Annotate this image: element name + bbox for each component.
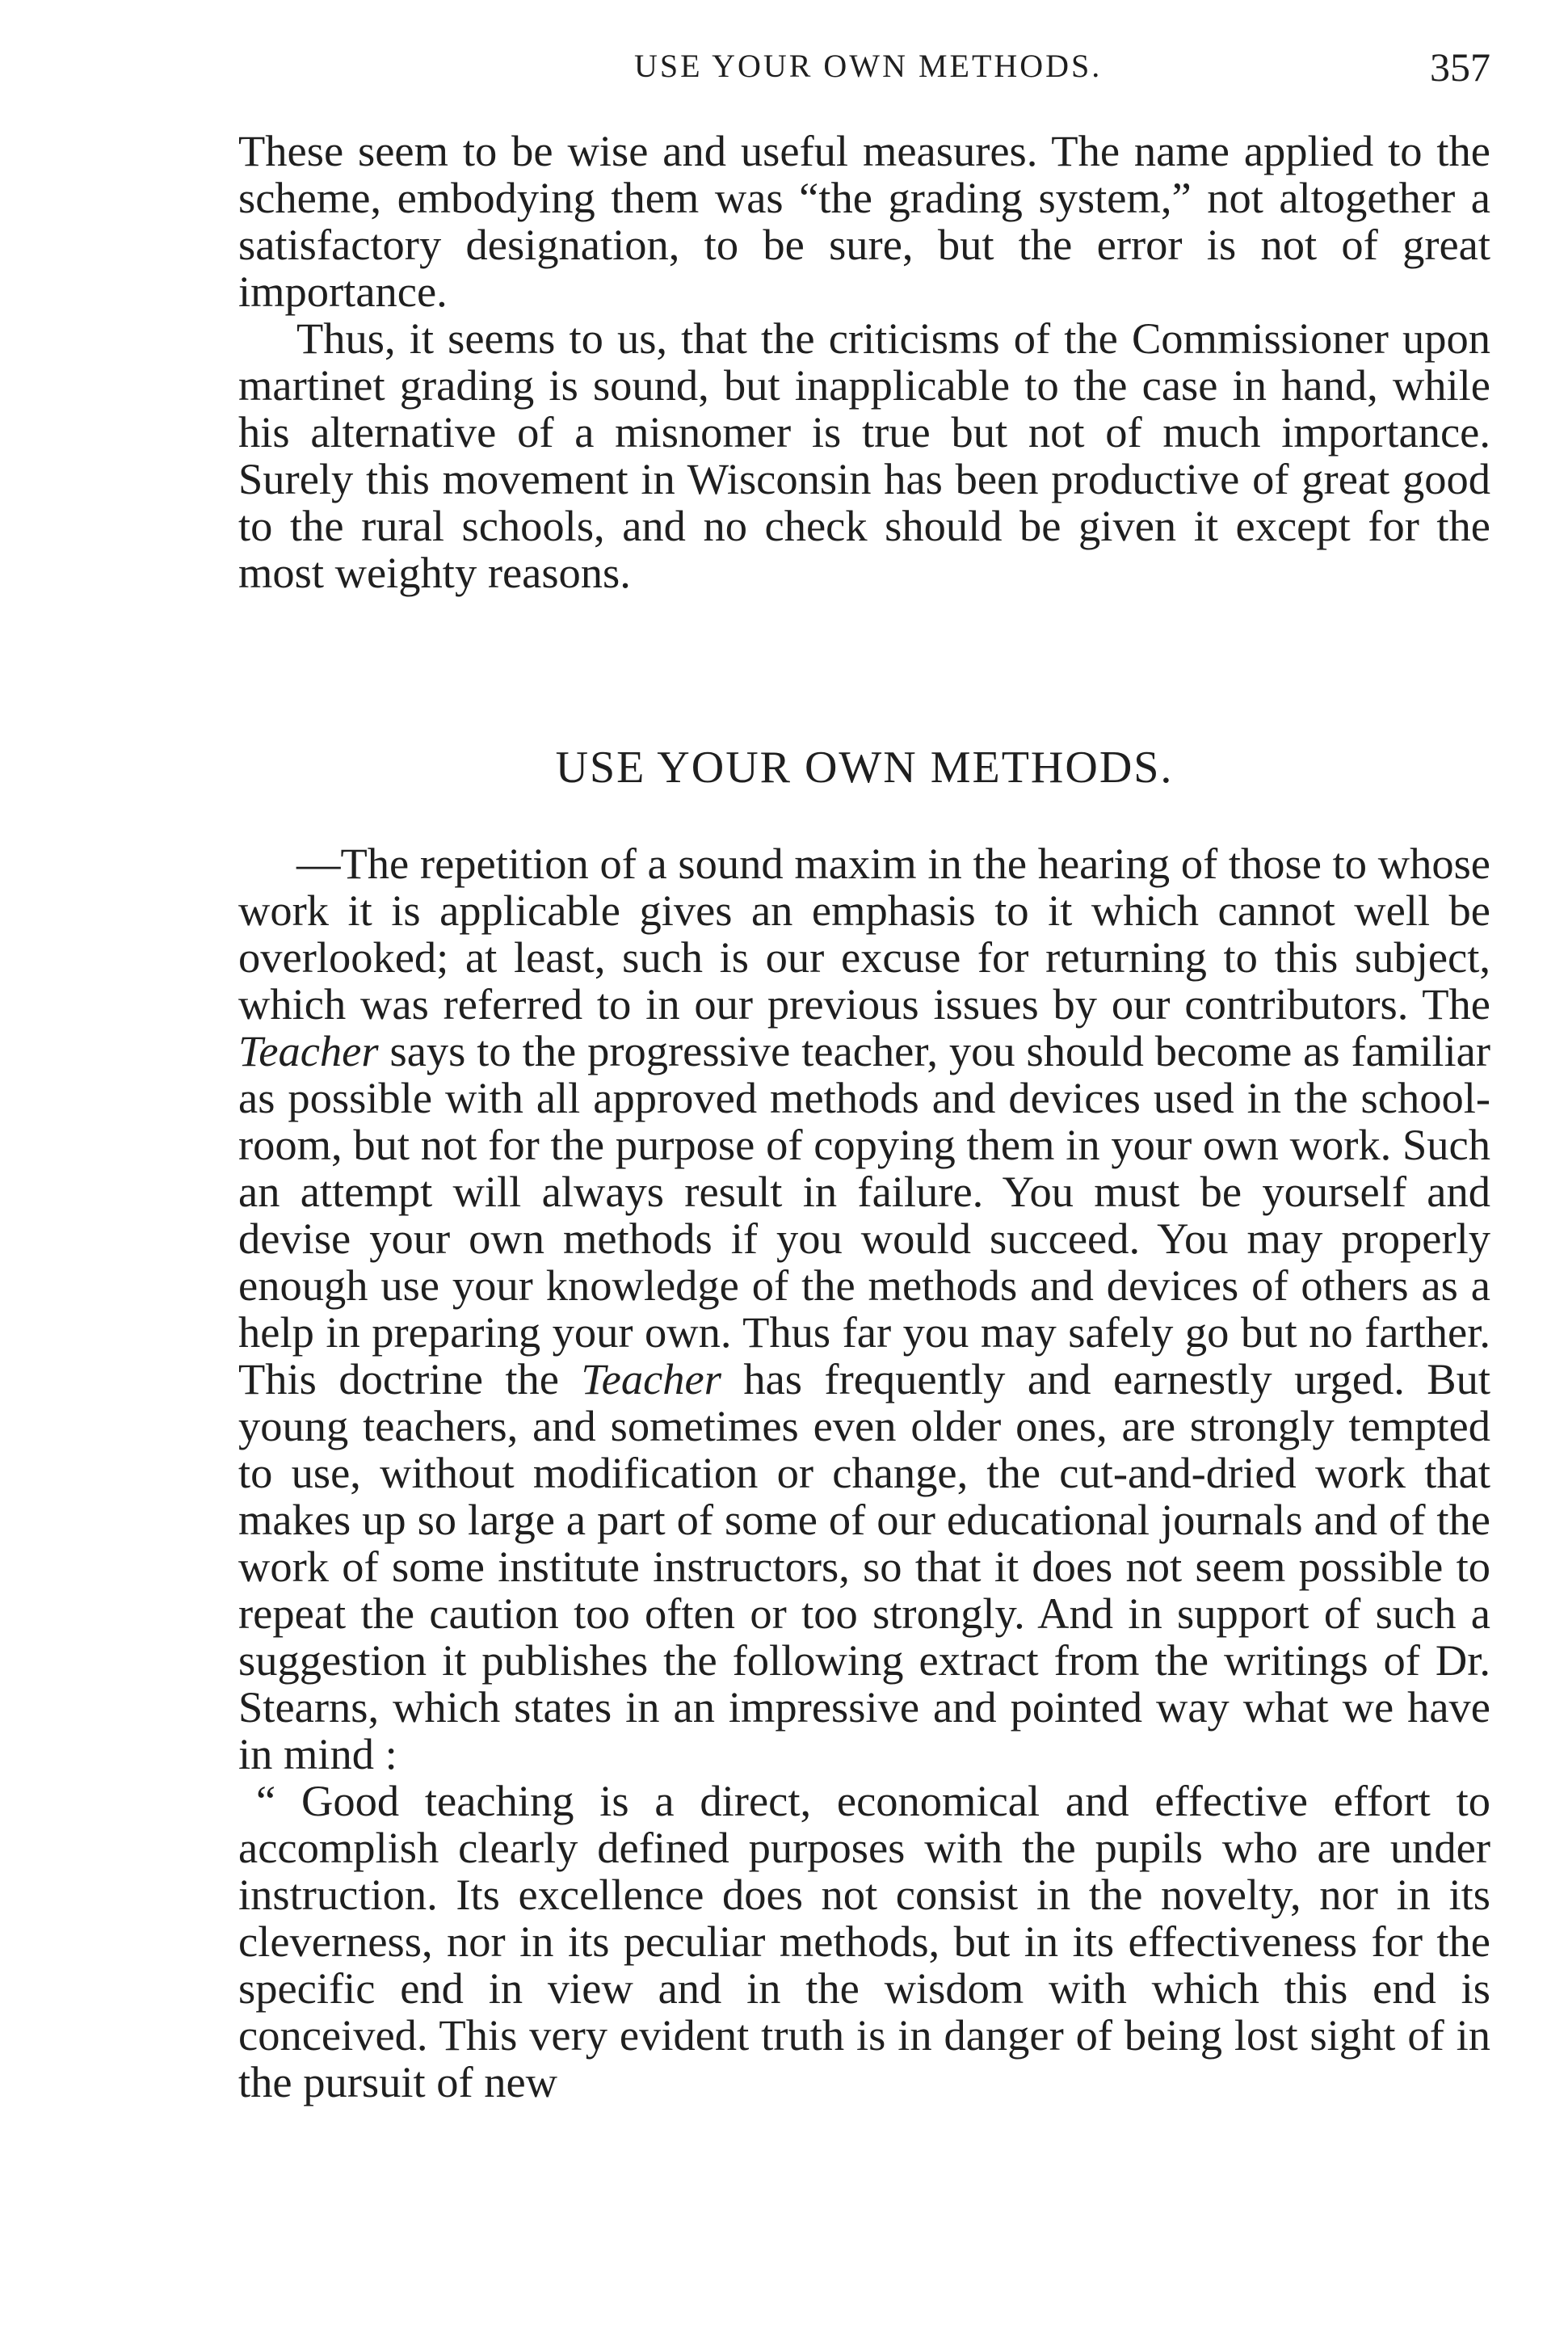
quoted-extract: “ Good teaching is a direct, economical and effective effort to accomplish clearly defined purposes with the pupils who are under instruction. Its excellence does not consist in the novelty, nor in its cleverness, nor in its peculiar methods, but in its effectiveness for the specific end in view and in the wisdom with which this end is conceived. This very evident truth is in danger of being lost sight of in the pursuit of new: [238, 1776, 1490, 2106]
section-paragraph-1: [238, 840, 1490, 1778]
running-head: [238, 44, 1490, 95]
section-paragraph-1-part-1: —The repetition of a sound maxim in the hearing of those to whose work it is applicable gives an emphasis to it which cannot well be overlooked; at least, such is our excuse for returning to this subject, which was referred to in our previous issues by our contributors. The: [238, 839, 1490, 1029]
continuation-paragraph-2: Thus, it seems to us, that the criticisms of the Commissioner upon martinet grading is sound, but inapplicable to the case in hand, while his alternative of a misnomer is true but not of much importance. Surely this movement in Wisconsin has been productive of great good to the rural schools, and no check should be given it except for the most weighty reasons.: [238, 314, 1490, 597]
section-paragraph-1-part-3: has frequently and earnestly urged. But young teachers, and sometimes even older ones, are strongly tempted to use, without modification or change, the cut-and-dried work that makes up so large a part of some of our educational journals and of the work of some institute instructors, so that it does not seem possible to repeat the caution too often or too strongly. And in support of such a suggestion it publishes the following extract from the writings of Dr. Stearns, which states in an impressive and pointed way what we have in mind :: [238, 1354, 1490, 1778]
teacher-journal-title-1: Teacher: [238, 1026, 379, 1075]
section-heading: USE YOUR OWN METHODS.: [555, 743, 1174, 793]
teacher-journal-title-2: Teacher: [581, 1354, 721, 1403]
page-number: 357: [1430, 44, 1490, 90]
continuation-text: [238, 128, 1490, 596]
section-body: [238, 840, 1490, 2106]
continuation-paragraph-1: These seem to be wise and useful measures. The name applied to the scheme, embodying them was “the grading system,” not altogether a satisfactory designation, to be sure, but the error is not of great importance.: [238, 126, 1490, 316]
running-title: USE YOUR OWN METHODS.: [634, 48, 1103, 84]
section-paragraph-1-part-2: says to the progressive teacher, you should become as familiar as possible with all approved methods and devices used in the school-room, but not for the purpose of copying them in your own work. Such an attempt will always result in failure. You must be yourself and devise your own methods if you would succeed. You may properly enough use your knowledge of the methods and devices of others as a help in preparing your own. Thus far you may safely go but no farther. This doctrine the: [238, 1026, 1490, 1403]
